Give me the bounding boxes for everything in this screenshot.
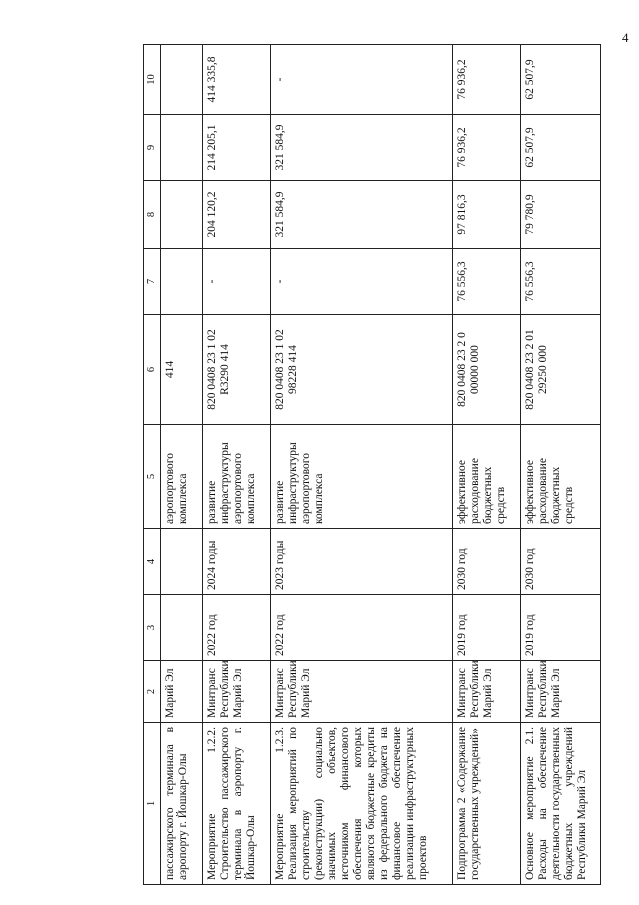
table-row <box>453 45 521 885</box>
cell-value <box>161 45 203 115</box>
cell-executor: Минтранс Республики Марий Эл <box>203 661 271 723</box>
table-row <box>203 45 271 885</box>
column-header: 4 <box>144 529 161 595</box>
cell-end <box>161 529 203 595</box>
cell-result: эффективное расходование бюджетных средств <box>453 425 521 529</box>
cell-value: 79 780,9 <box>521 181 601 249</box>
cell-value: - <box>203 249 271 315</box>
cell-start: 2019 год <box>453 595 521 661</box>
column-header: 1 <box>144 723 161 885</box>
cell-end: 2030 год <box>521 529 601 595</box>
cell-result: аэропортового комплекса <box>161 425 203 529</box>
cell-value <box>161 249 203 315</box>
cell-value: 321 584,9 <box>271 181 453 249</box>
cell-value: 204 120,2 <box>203 181 271 249</box>
cell-value: 97 816,3 <box>453 181 521 249</box>
table-row <box>271 45 453 885</box>
cell-code: 820 0408 23 2 01 29250 000 <box>521 315 601 425</box>
cell-value: 76 556,3 <box>521 249 601 315</box>
cell-executor: Минтранс Республики Марий Эл <box>521 661 601 723</box>
cell-value: - <box>271 249 453 315</box>
cell-value: 76 556,3 <box>453 249 521 315</box>
cell-end: 2030 год <box>453 529 521 595</box>
column-header: 3 <box>144 595 161 661</box>
cell-value: 214 205,1 <box>203 115 271 181</box>
column-header: 2 <box>144 661 161 723</box>
cell-value: 76 936,2 <box>453 45 521 115</box>
cell-code: 820 0408 23 1 02 R3290 414 <box>203 315 271 425</box>
header-row <box>144 45 161 885</box>
cell-start: 2022 год <box>271 595 453 661</box>
rotated-table-sheet <box>143 45 593 885</box>
page-number: 4 <box>622 30 629 45</box>
cell-end: 2024 годы <box>203 529 271 595</box>
column-header: 8 <box>144 181 161 249</box>
cell-end: 2023 годы <box>271 529 453 595</box>
cell-value: - <box>271 45 453 115</box>
cell-result: эффективное расходование бюджетных средств <box>521 425 601 529</box>
cell-value: 76 936,2 <box>453 115 521 181</box>
cell-value: 321 584,9 <box>271 115 453 181</box>
cell-start: 2022 год <box>203 595 271 661</box>
table-row <box>521 45 601 885</box>
cell-name: Мероприятие 1.2.2. Строительство пассажирского терминала в аэропорту г. Йошкар-Олы <box>203 723 271 885</box>
cell-value: 414 335,8 <box>203 45 271 115</box>
column-header: 6 <box>144 315 161 425</box>
data-table <box>143 44 601 885</box>
cell-value <box>161 115 203 181</box>
cell-code: 414 <box>161 315 203 425</box>
table-row <box>161 45 203 885</box>
cell-name: Основное мероприятие 2.1. Расходы на обеспечение деятельности государственных бюджетных учреждений Республики Марий Эл <box>521 723 601 885</box>
cell-code: 820 0408 23 2 0 00000 000 <box>453 315 521 425</box>
cell-value: 62 507,9 <box>521 115 601 181</box>
column-header: 10 <box>144 45 161 115</box>
cell-start: 2019 год <box>521 595 601 661</box>
cell-executor: Марий Эл <box>161 661 203 723</box>
cell-value: 62 507,9 <box>521 45 601 115</box>
cell-name: Подпрограмма 2 «Содержание государственных учреждений» <box>453 723 521 885</box>
cell-name: пассажирского терминала в аэропорту г. Йошкар-Олы <box>161 723 203 885</box>
cell-start <box>161 595 203 661</box>
cell-result: развитие инфраструктуры аэропортового комплекса <box>271 425 453 529</box>
column-header: 7 <box>144 249 161 315</box>
cell-result: развитие инфраструктуры аэропортового комплекса <box>203 425 271 529</box>
cell-name: Мероприятие 1.2.3. Реализация мероприятий по строительству (реконструкции) социально значимых объектов, источником финансового обеспечения которых являются бюджетные кредиты из федерального бюджета на финансовое обеспечение реализации инфраструктурных проектов <box>271 723 453 885</box>
cell-executor: Минтранс Республики Марий Эл <box>453 661 521 723</box>
column-header: 9 <box>144 115 161 181</box>
cell-code: 820 0408 23 1 02 98228 414 <box>271 315 453 425</box>
column-header: 5 <box>144 425 161 529</box>
cell-executor: Минтранс Республики Марий Эл <box>271 661 453 723</box>
cell-value <box>161 181 203 249</box>
